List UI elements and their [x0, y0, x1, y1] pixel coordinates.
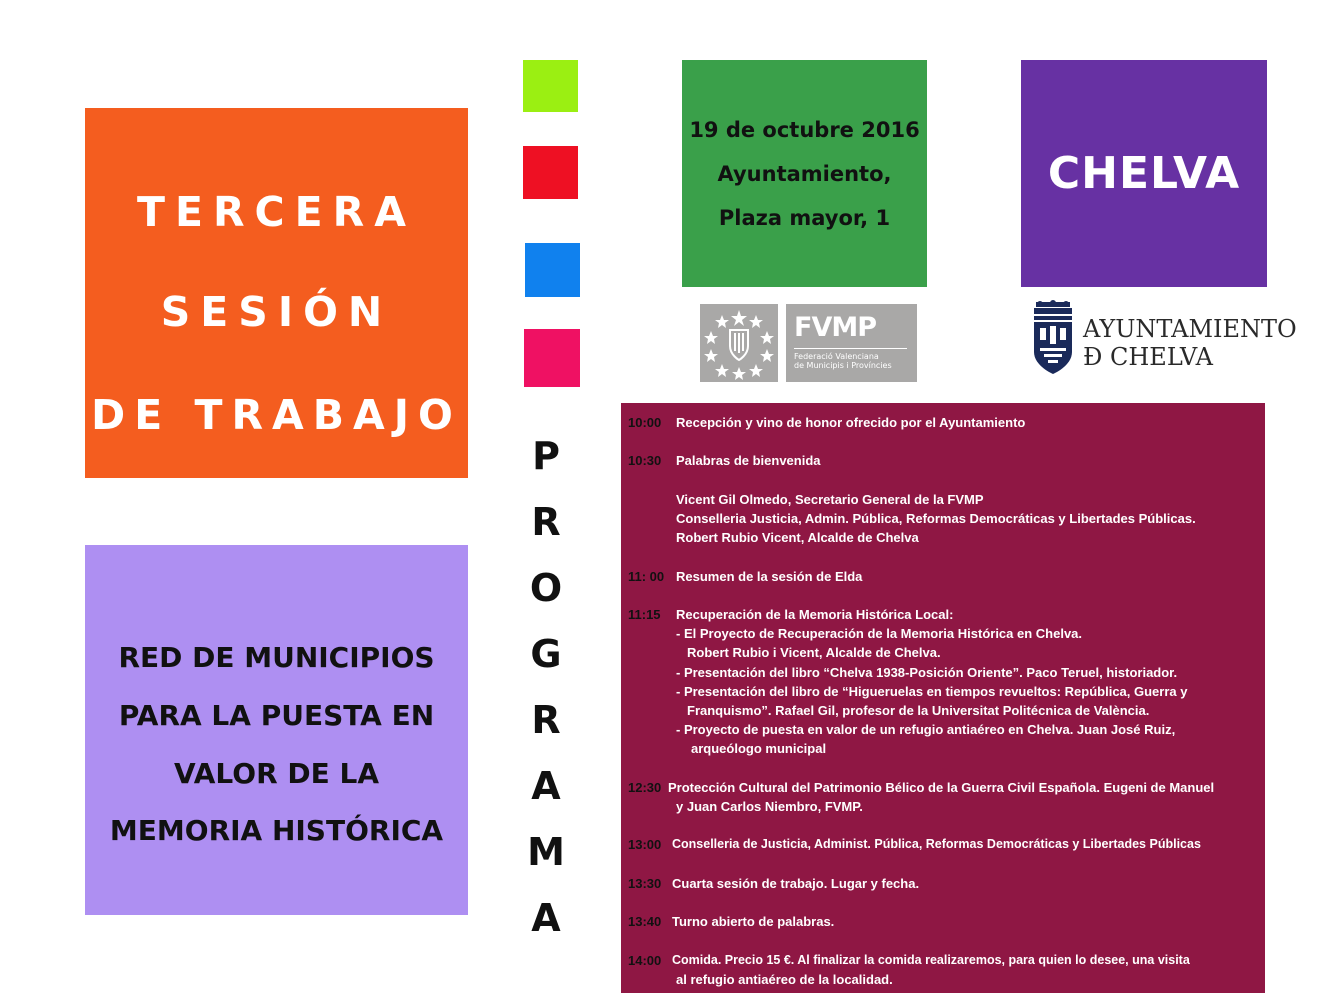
network-title-line: RED DE MUNICIPIOS	[118, 641, 435, 674]
town-crest-icon	[1030, 300, 1076, 380]
schedule-text: arqueólogo municipal	[691, 741, 827, 756]
schedule-text: Protección Cultural del Patrimonio Bélico de la Guerra Civil Española. Eugeni de Manuel	[668, 780, 1215, 795]
schedule-text: y Juan Carlos Niembro, FVMP.	[676, 799, 863, 814]
schedule-text: Palabras de bienvenida	[676, 453, 821, 468]
schedule-time: 14:00	[628, 953, 662, 968]
schedule-time: 13:30	[628, 876, 662, 891]
generalitat-stars-logo-icon	[700, 304, 778, 382]
schedule-text: - El Proyecto de Recuperación de la Memoria Histórica en Chelva.	[676, 626, 1083, 641]
session-title-line: DE TRABAJO	[91, 391, 462, 439]
town-box	[1021, 60, 1267, 287]
schedule-text: al refugio antiaéreo de la localidad.	[676, 972, 893, 987]
network-title-box	[85, 545, 468, 915]
programa-letter: R	[531, 698, 561, 742]
programa-letter: O	[529, 566, 563, 610]
schedule-text: Conselleria Justicia, Admin. Pública, Reformas Democráticas y Libertades Públicas.	[676, 511, 1196, 526]
ayuntamiento-logo-text: AYUNTAMIENTO	[1083, 315, 1297, 343]
event-place: Ayuntamiento,	[717, 162, 892, 186]
network-title-line: PARA LA PUESTA EN	[118, 699, 435, 732]
schedule-time: 10:30	[628, 453, 662, 468]
schedule-text: Comida. Precio 15 €. Al finalizar la comida realizaremos, para quien lo desee, una visita	[672, 953, 1190, 967]
ayuntamiento-logo-text: Ð CHELVA	[1083, 343, 1213, 371]
programa-letter: A	[531, 896, 561, 940]
schedule-text: Conselleria de Justicia, Administ. Pública, Reformas Democráticas y Libertades Públicas	[672, 837, 1201, 851]
schedule-text: Turno abierto de palabras.	[672, 914, 835, 929]
schedule-text: Resumen de la sesión de Elda	[676, 569, 863, 584]
event-info-box	[682, 60, 927, 287]
programa-letter: R	[531, 500, 561, 544]
schedule-text: Robert Rubio Vicent, Alcalde de Chelva	[676, 530, 919, 545]
schedule-time: 11: 00	[628, 569, 665, 584]
program-schedule	[621, 403, 1265, 993]
schedule-text: - Proyecto de puesta en valor de un refugio antiaéreo en Chelva. Juan José Ruiz,	[676, 722, 1176, 737]
fvmp-logo-word: FVMP	[794, 312, 876, 343]
programa-letter: P	[532, 434, 560, 478]
session-title-line: TERCERA	[137, 188, 416, 236]
schedule-text: Franquismo”. Rafael Gil, profesor de la Universitat Politécnica de València.	[687, 703, 1150, 718]
schedule-text: - Presentación del libro de “Higueruelas en tiempos revueltos: República, Guerra y	[676, 684, 1188, 699]
fvmp-logo-subtitle: de Municipis i Províncies	[794, 361, 892, 370]
network-title-line: VALOR DE LA	[173, 757, 380, 790]
town-name: CHELVA	[1047, 148, 1241, 199]
fvmp-logo	[786, 304, 917, 382]
schedule-text: Recuperación de la Memoria Histórica Local:	[676, 607, 954, 622]
network-title-line: MEMORIA HISTÓRICA	[109, 814, 444, 847]
schedule-time: 10:00	[628, 415, 662, 430]
programa-letter: A	[531, 764, 561, 808]
event-address: Plaza mayor, 1	[718, 206, 891, 230]
schedule-text: Robert Rubio i Vicent, Alcalde de Chelva.	[687, 645, 941, 660]
schedule-time: 13:40	[628, 914, 662, 929]
decorative-square-red	[523, 146, 578, 199]
schedule-time: 13:00	[628, 837, 662, 852]
session-title-box	[85, 108, 468, 478]
schedule-time: 12:30	[628, 780, 662, 795]
decorative-square-blue	[525, 243, 580, 297]
decorative-square-pink	[524, 329, 580, 387]
fvmp-logo-subtitle: Federació Valenciana	[794, 352, 879, 361]
session-title-line: SESIÓN	[160, 288, 393, 336]
schedule-text: Cuarta sesión de trabajo. Lugar y fecha.	[672, 876, 920, 891]
fvmp-logo-rule	[794, 348, 907, 349]
programa-letter: G	[530, 632, 562, 676]
event-date: 19 de octubre 2016	[689, 118, 920, 142]
programa-letter: M	[527, 830, 565, 874]
schedule-text: - Presentación del libro “Chelva 1938-Posición Oriente”. Paco Teruel, historiador.	[676, 665, 1178, 680]
schedule-text: Vicent Gil Olmedo, Secretario General de la FVMP	[676, 492, 984, 507]
schedule-time: 11:15	[628, 607, 661, 622]
decorative-square-green	[523, 60, 578, 112]
schedule-text: Recepción y vino de honor ofrecido por el Ayuntamiento	[676, 415, 1026, 430]
